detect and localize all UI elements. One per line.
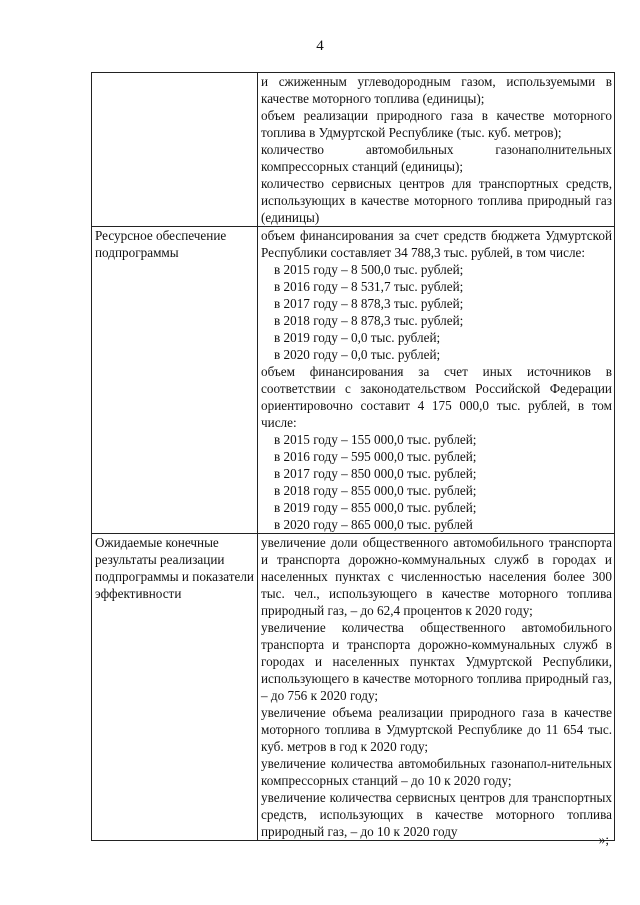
row-label-cell: Ресурсное обеспечение подпрограммы — [92, 227, 258, 534]
row-label-cell: Ожидаемые конечные результаты реализации подпрограммы и показатели эффективности — [92, 534, 258, 841]
content-paragraph: в 2016 году – 595 000,0 тыс. рублей; — [274, 449, 477, 464]
content-paragraph: в 2018 году – 8 878,3 тыс. рублей; — [274, 313, 464, 328]
content-paragraph: в 2019 году – 0,0 тыс. рублей; — [274, 330, 441, 345]
content-paragraph: в 2015 году – 155 000,0 тыс. рублей; — [274, 432, 477, 447]
content-paragraph: количество сервисных центров для транспортных средств, использующих в качестве моторного топлива природный газ (единицы) — [261, 176, 612, 225]
content-paragraph: в 2019 году – 855 000,0 тыс. рублей; — [274, 500, 477, 515]
content-paragraph: в 2020 году – 865 000,0 тыс. рублей — [274, 517, 473, 532]
content-paragraph: количество автомобильных газонаполнительных компрессорных станций (единицы); — [261, 142, 612, 174]
content-paragraph: объем реализации природного газа в качестве моторного топлива в Удмуртской Республике (тыс. куб. метров); — [261, 108, 612, 140]
row-content-cell — [258, 534, 615, 841]
table-row — [92, 534, 615, 841]
table-row — [92, 227, 615, 534]
content-paragraph: увеличение доли общественного автомобильного транспорта и транспорта дорожно-коммунальных служб в городах и населенных пунктах с численностью населения более 300 тыс. чел., использующего в качестве моторного топлива природный газ, – до 62,4 процентов к 2020 году; — [261, 535, 612, 618]
content-paragraph: в 2017 году – 8 878,3 тыс. рублей; — [274, 296, 464, 311]
content-paragraph: увеличение объема реализации природного газа в качестве моторного топлива в Удмуртской Республике до 11 654 тыс. куб. метров в год к 2020 году; — [261, 705, 612, 754]
content-paragraph: увеличение количества автомобильных газонапол-нительных компрессорных станций – до 10 к 2020 году; — [261, 756, 612, 788]
content-paragraph: в 2020 году – 0,0 тыс. рублей; — [274, 347, 441, 362]
content-paragraph: объем финансирования за счет иных источников в соответствии с законодательством Российской Федерации ориентировочно составит 4 175 000,0 тыс. рублей, в том числе: — [261, 364, 612, 430]
content-paragraph: в 2015 году – 8 500,0 тыс. рублей; — [274, 262, 464, 277]
closing-quote: »; — [598, 832, 609, 847]
content-paragraph: увеличение количества сервисных центров для транспортных средств, использующих в качестве моторного топлива природный газ, – до 10 к 2020 году — [261, 790, 612, 839]
table-row — [92, 73, 615, 227]
content-paragraph: в 2016 году – 8 531,7 тыс. рублей; — [274, 279, 464, 294]
content-paragraph: и сжиженным углеводородным газом, используемыми в качестве моторного топлива (единицы); — [261, 74, 612, 106]
page-number: 4 — [316, 38, 324, 54]
content-paragraph: увеличение количества общественного автомобильного транспорта и транспорта дорожно-коммунальных служб в городах и населенных пунктах Удмуртской Республики, использующего в качестве моторного топлива природный газ, – до 756 к 2020 году; — [261, 620, 612, 703]
content-paragraph: в 2017 году – 850 000,0 тыс. рублей; — [274, 466, 477, 481]
passport-table — [91, 72, 615, 841]
content-paragraph: в 2018 году – 855 000,0 тыс. рублей; — [274, 483, 477, 498]
content-paragraph: объем финансирования за счет средств бюджета Удмуртской Республики составляет 34 788,3 тыс. рублей, в том числе: — [261, 228, 612, 260]
row-label-cell — [92, 73, 258, 227]
row-content-cell — [258, 73, 615, 227]
row-content-cell — [258, 227, 615, 534]
